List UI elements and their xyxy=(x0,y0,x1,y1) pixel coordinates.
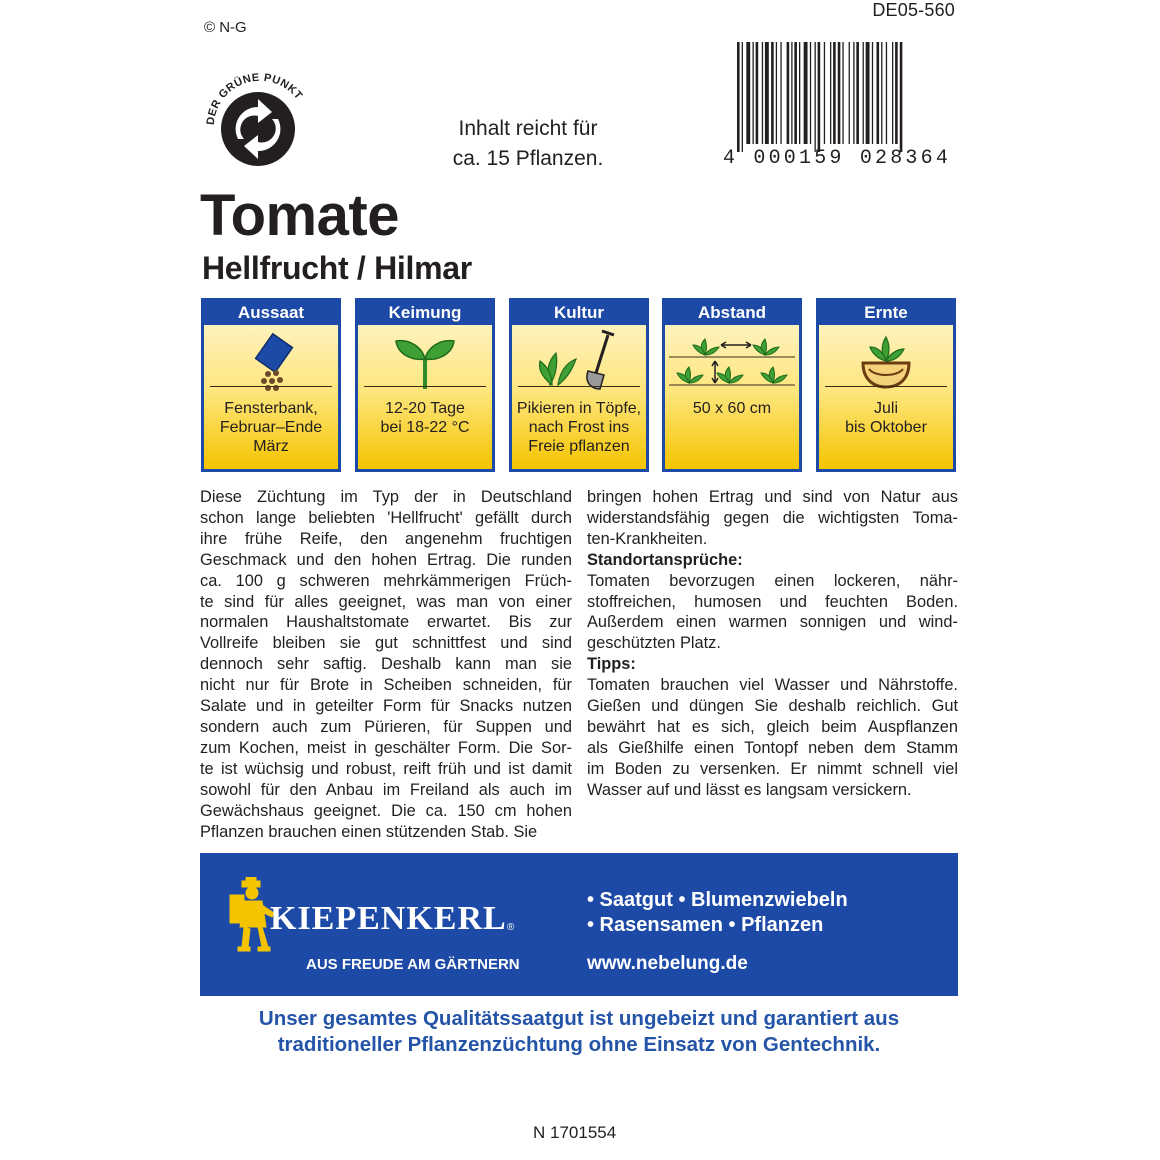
text-line: Gießen und düngen Sie deshalb reichlich. Gut xyxy=(587,697,958,716)
barcode-bar xyxy=(866,42,870,144)
text-line: Wasser auf und lässt es langsam versickern. xyxy=(587,780,912,799)
text-line: te sind für alles geeignet, was man von einer xyxy=(200,592,572,611)
text-line: Außerdem einen warmen sonnigen und wind- xyxy=(587,613,958,632)
info-line: bei 18-22 °C xyxy=(380,419,470,436)
text-line: sondern auch zum Pürieren, für Suppen und xyxy=(200,717,572,736)
text-line: Salate und in geteilter Form für Snacks nutzen xyxy=(200,697,572,716)
brand-logo-text: KIEPENKERL xyxy=(270,900,507,937)
barcode-bar xyxy=(799,42,800,144)
barcode-bar xyxy=(742,42,743,152)
text-line: sowohl für den Anbau im Freiland als auch im xyxy=(200,780,572,799)
text-line: Tomaten brauchen viel Wasser und Nährstoffe. xyxy=(587,676,958,695)
text-line: stoffreichen, humosen und feuchten Boden. xyxy=(587,592,958,611)
barcode-number: 4 000159 028364 xyxy=(723,147,952,170)
barcode-bar xyxy=(838,42,841,144)
contents-line: ca. 15 Pflanzen. xyxy=(452,147,604,170)
barcode-bar xyxy=(872,42,873,144)
soil-line xyxy=(518,386,640,387)
tips-text xyxy=(587,675,958,800)
soil-line xyxy=(364,386,486,387)
spacing-icon xyxy=(665,327,799,393)
seedling-icon xyxy=(358,327,492,393)
text-line: geschützten Platz. xyxy=(587,634,721,653)
text-line: te ist wüchsig und robust, reift früh und ist damit xyxy=(200,759,572,778)
barcode-bar xyxy=(753,42,754,144)
text-line: widerstandsfähig gegen die wichtigsten Toma- xyxy=(587,508,958,527)
product-title: Tomate xyxy=(200,183,399,248)
text-line: bewährt hat es sich, gleich beim Auspflanzen xyxy=(587,717,958,736)
barcode-bar xyxy=(776,42,777,144)
harvest-bowl-icon xyxy=(819,327,953,393)
lot-number: N 1701554 xyxy=(533,1123,617,1142)
info-line: März xyxy=(253,438,289,455)
info-line: 50 x 60 cm xyxy=(692,400,772,417)
info-line: bis Oktober xyxy=(845,419,927,436)
spade-plant-icon xyxy=(512,327,646,393)
barcode-bar xyxy=(746,42,750,144)
barcode-bar xyxy=(824,42,825,144)
barcode-bar xyxy=(892,42,893,144)
barcode-bar xyxy=(818,42,821,152)
barcode-bar xyxy=(842,42,843,144)
description-right-column xyxy=(587,487,958,801)
brand-tagline: AUS FREUDE AM GÄRTNERN xyxy=(306,956,520,973)
info-box-harvest xyxy=(816,298,956,472)
barcode-bar xyxy=(895,42,898,144)
text-line: Vollreife bleiben sie gut schnittfest und sind xyxy=(200,634,572,653)
svg-text:DER GRÜNE PUNKT: DER GRÜNE PUNKT xyxy=(204,71,305,126)
barcode-bar xyxy=(737,42,740,152)
barcode-bar xyxy=(886,42,887,144)
barcode-bar xyxy=(804,42,808,144)
text-line: dennoch sehr saftig. Deshalb kann man sie xyxy=(200,655,572,674)
barcode-bar xyxy=(762,42,763,144)
barcode-bar xyxy=(756,42,759,144)
text-line: Gewächshaus geeignet. Die ca. 150 cm hohen xyxy=(200,801,572,820)
info-box-text xyxy=(667,399,797,418)
info-line: 12-20 Tage xyxy=(385,400,465,417)
text-line: Pflanzen brauchen einen stützenden Stab. Sie xyxy=(200,822,538,841)
barcode-bar xyxy=(833,42,836,144)
info-box-sowing xyxy=(201,298,341,472)
product-range-line: • Saatgut • Blumenzwiebeln xyxy=(587,889,848,911)
barcode-bar xyxy=(881,42,882,144)
copyright-notice: © N-G xyxy=(204,19,247,36)
info-box-cultivation xyxy=(509,298,649,472)
barcode-bar xyxy=(765,42,769,144)
quality-line: Unser gesamtes Qualitätssaatgut ist ungebeizt und garantiert aus xyxy=(258,1007,900,1030)
info-line: Fensterbank, xyxy=(224,400,318,417)
info-box-label: Kultur xyxy=(512,301,646,325)
info-box-spacing xyxy=(662,298,802,472)
info-line: Juli xyxy=(873,400,898,417)
info-box-label: Ernte xyxy=(819,301,953,325)
barcode-bar xyxy=(787,42,790,144)
contents-info xyxy=(400,114,656,174)
description-continuation xyxy=(587,487,958,550)
text-line: Geschmack und den hohen Ertrag. Die runden xyxy=(200,550,572,569)
barcode-bar xyxy=(856,42,859,144)
registered-mark: ® xyxy=(507,922,515,933)
text-line: als Gießhilfe einen Tontopf neben dem Stamm xyxy=(587,738,958,757)
text-line: bringen hohen Ertrag und sind von Natur aus xyxy=(587,488,958,506)
text-line: nicht nur für Brote in Scheiben schneiden, für xyxy=(200,676,572,695)
info-box-text xyxy=(821,399,951,437)
barcode-bar xyxy=(830,42,831,144)
barcode-bar xyxy=(853,42,854,144)
text-line: ten-Krankheiten. xyxy=(587,529,708,548)
info-line: Pikieren in Töpfe, xyxy=(516,400,642,417)
text-line: zum Kochen, meist in geschälter Form. Die Sor- xyxy=(200,738,572,757)
barcode-bar xyxy=(791,42,792,144)
seed-packet-icon xyxy=(204,327,338,393)
text-line: ca. 100 g schweren mehrkämmerigen Früch- xyxy=(200,571,572,590)
info-box-text xyxy=(360,399,490,437)
info-box-label: Keimung xyxy=(358,301,492,325)
website-link[interactable]: www.nebelung.de xyxy=(587,953,748,974)
product-range-line: • Rasensamen • Pflanzen xyxy=(587,914,824,936)
text-line: ihre frühe Reife, den angenehm fruchtigen xyxy=(200,529,572,548)
barcode-bar xyxy=(810,42,811,144)
info-box-label: Abstand xyxy=(665,301,799,325)
product-variety: Hellfrucht / Hilmar xyxy=(202,250,472,286)
info-box-germination xyxy=(355,298,495,472)
text-line: Diese Züchtung im Typ der in Deutschland xyxy=(200,488,572,506)
text-line: Tomaten bevorzugen einen lockeren, nähr- xyxy=(587,571,958,590)
location-text xyxy=(587,571,958,655)
location-heading: Standortansprüche: xyxy=(587,550,743,569)
info-line: nach Frost ins xyxy=(528,419,630,436)
quality-line: traditioneller Pflanzenzüchtung ohne Einsatz von Gentechnik. xyxy=(277,1033,881,1056)
soil-line xyxy=(210,386,332,387)
kiepenkerl-mascot-icon xyxy=(228,877,276,953)
barcode-bar xyxy=(849,42,850,144)
quality-statement xyxy=(200,1006,958,1058)
info-line: Februar–Ende xyxy=(219,419,323,436)
barcode-bar xyxy=(815,42,816,152)
barcode-bar xyxy=(771,42,774,144)
text-line: im Boden zu versenken. Er nimmt schnell viel xyxy=(587,759,958,778)
info-line: Freie pflanzen xyxy=(528,438,630,455)
barcode-bar xyxy=(900,42,903,152)
info-box-label: Aussaat xyxy=(204,301,338,325)
text-line: normalen Haushaltstomate erwartet. Bis zur xyxy=(200,613,572,632)
info-box-text xyxy=(206,399,336,456)
info-box-text xyxy=(514,399,644,456)
article-code: DE05-560 xyxy=(872,0,955,20)
tips-heading: Tipps: xyxy=(587,655,636,674)
barcode-bar xyxy=(794,42,797,144)
barcode-bar xyxy=(877,42,880,144)
barcode-bar xyxy=(780,42,781,144)
description-left-column xyxy=(200,487,572,842)
barcode-bar xyxy=(863,42,864,144)
green-dot-recycling-icon xyxy=(198,65,318,175)
soil-line xyxy=(825,386,947,387)
contents-line: Inhalt reicht für xyxy=(458,117,598,140)
text-line: schon lange beliebten 'Hellfrucht' gefällt durch xyxy=(200,508,572,527)
